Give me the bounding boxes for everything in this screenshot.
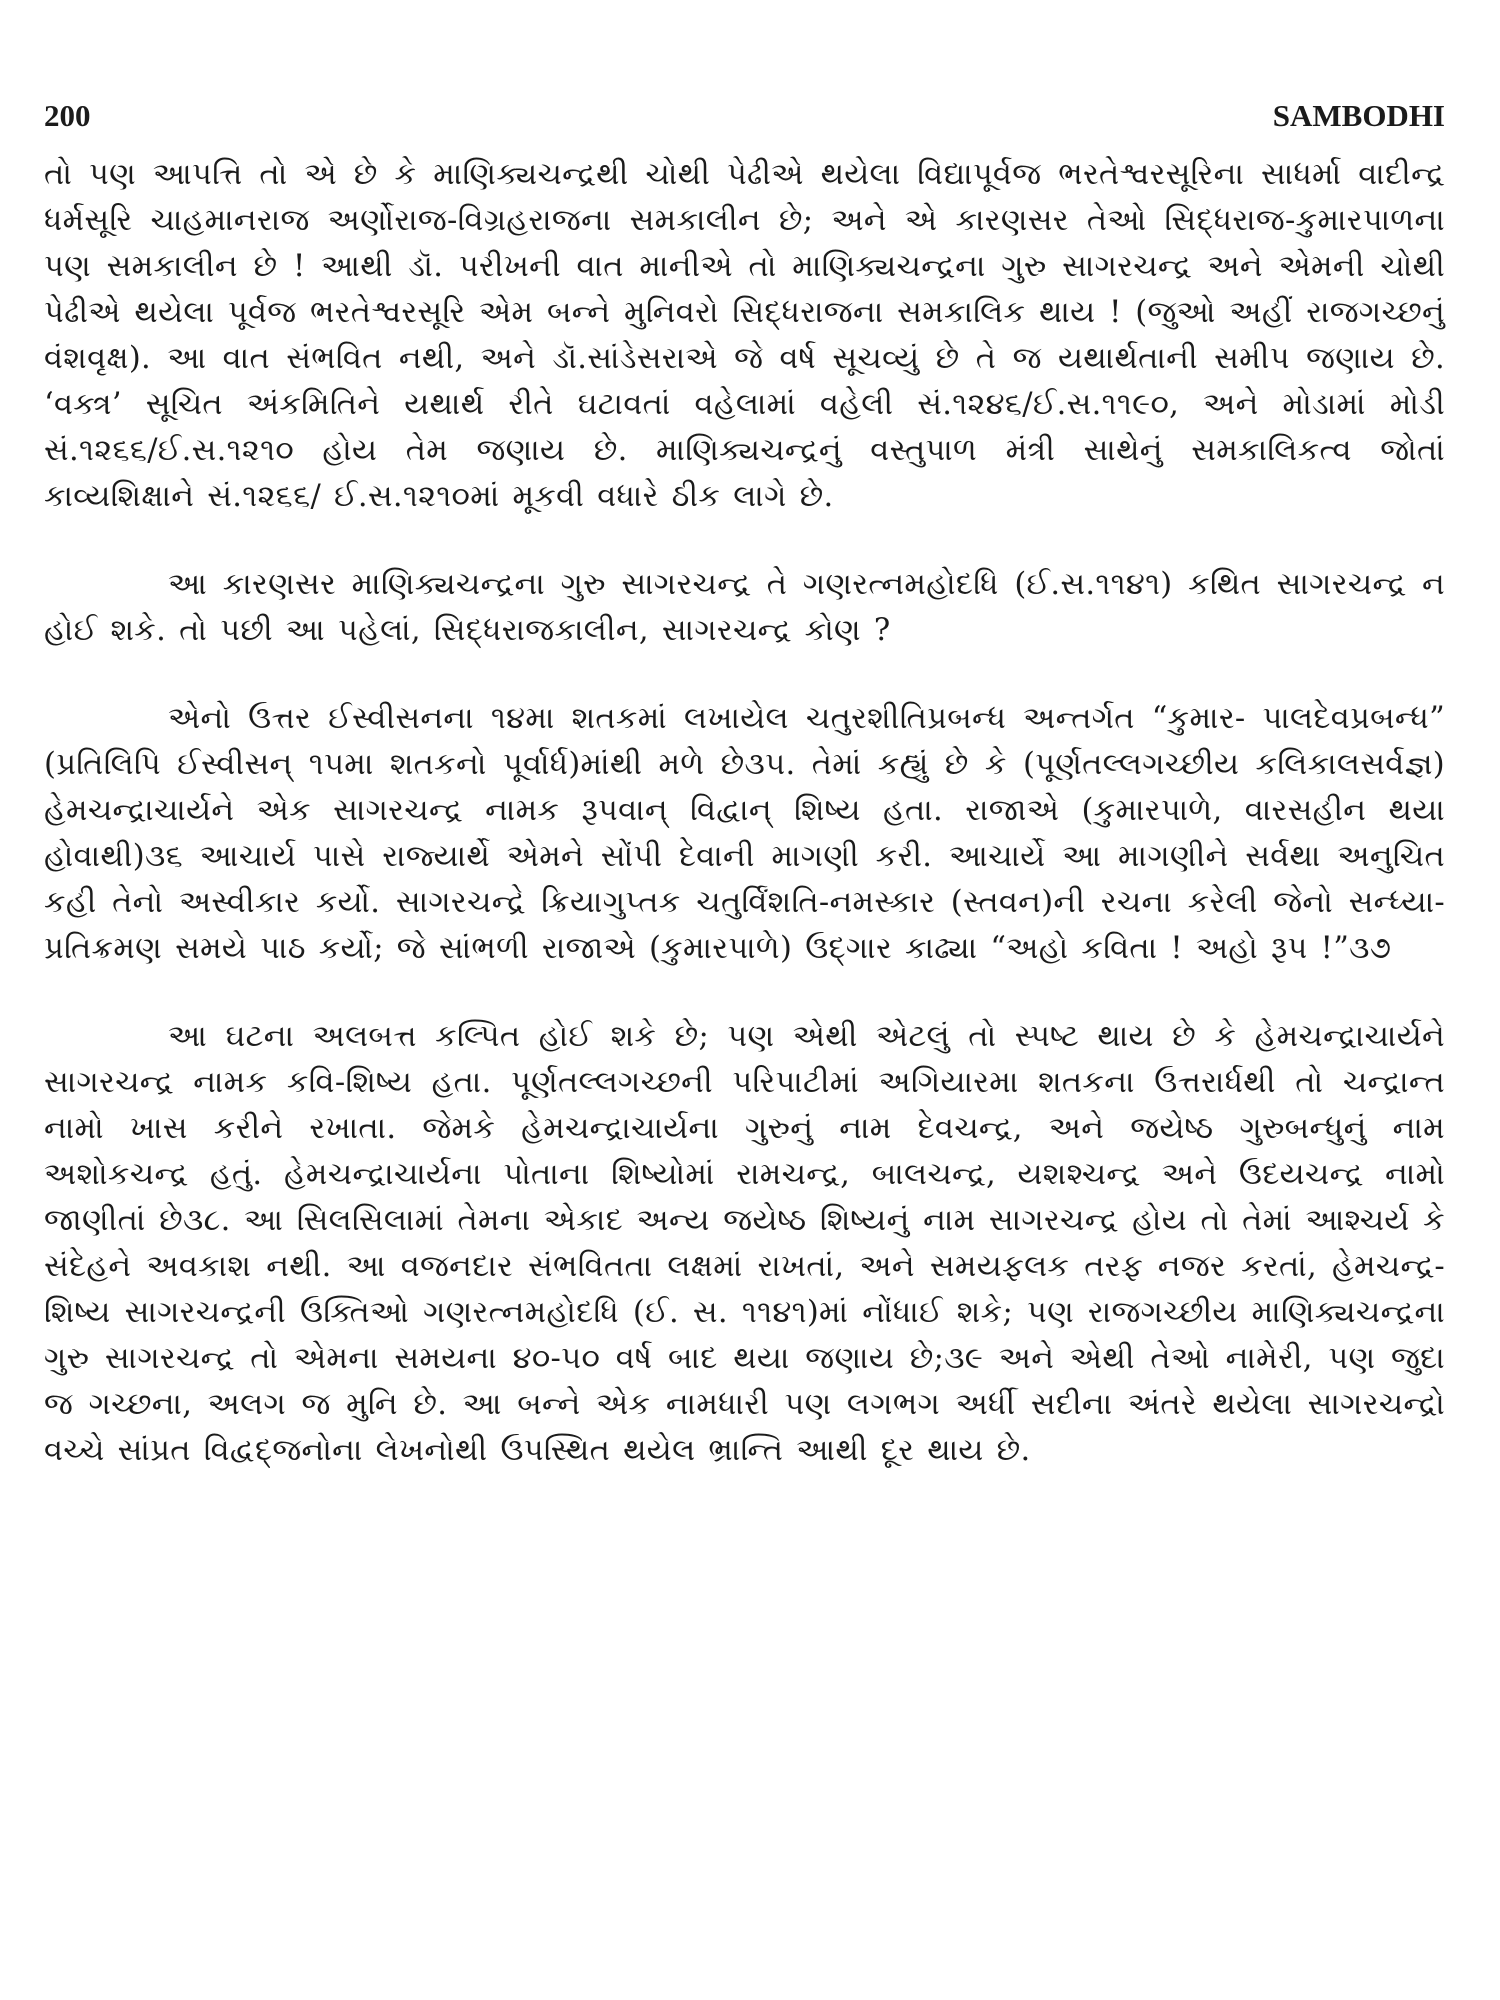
paragraph-4: આ ઘટના અલબત્ત કલ્પિત હોઈ શકે છે; પણ એથી એટલું તો સ્પષ્ટ થાય છે કે હેમચન્દ્રાચાર્યને સાગરચન્દ્ર નામક કવિ-શિષ્ય હતા. પૂર્ણતલ્લગચ્છની પરિપાટીમાં અગિયારમા શતકના ઉત્તરાર્ધથી તો ચન્દ્રાન્ત નામો ખાસ કરીને રખાતા. જેમકે હેમચન્દ્રાચાર્યના ગુરુનું નામ દેવચન્દ્ર, અને જયેષ્ઠ ગુરુબન્ધુનું નામ અશોકચન્દ્ર હતું. હેમચન્દ્રાચાર્યના પોતાના શિષ્યોમાં રામચન્દ્ર, બાલચન્દ્ર, યશશ્ચન્દ્ર અને ઉદયચન્દ્ર નામો જાણીતાં છે૩૮. આ સિલસિલામાં તેમના એકાદ અન્ય જયેષ્ઠ શિષ્યનું નામ સાગરચન્દ્ર હોય તો તેમાં આશ્ચર્ય કે સંદેહને અવકાશ નથી. આ વજનદાર સંભવિતતા લક્ષમાં રાખતાં, અને સમયફલક તરફ નજર કરતાં, હેમચન્દ્ર-શિષ્ય સાગરચન્દ્રની ઉક્તિઓ ગણરત્નમહોદધિ (ઈ. સ. ૧૧૪૧)માં નોંધાઈ શકે; પણ રાજગચ્છીય માણિક્યચન્દ્રના ગુરુ સાગરચન્દ્ર તો એમના સમયના ૪૦-૫૦ વર્ષ બાદ થયા જણાય છે;૩૯ અને એથી તેઓ નામેરી, પણ જુદા જ ગચ્છના, અલગ જ મુનિ છે. આ બન્ને એક નામધારી પણ લગભગ અર્ધી સદીના અંતરે થયેલા સાગરચન્દ્રો વચ્ચે સાંપ્રત વિદ્વદ્જનોના લેખનોથી ઉપસ્થિત થયેલ ભ્રાન્તિ આથી દૂર થાય છે.	[44, 1019, 1445, 1468]
page-number: 200	[44, 98, 91, 133]
paragraph-3: એનો ઉત્તર ઈસ્વીસનના ૧૪મા શતકમાં લખાયેલ ચતુરશીતિપ્રબન્ધ અન્તર્ગત “કુમાર- પાલદેવપ્રબન્ધ” (પ્રતિલિપિ ઈસ્વીસન્ ૧૫મા શતકનો પૂર્વાર્ધ)માંથી મળે છે૩૫. તેમાં કહ્યું છે કે (પૂર્ણતલ્લગચ્છીય કલિકાલસર્વજ્ઞ) હેમચન્દ્રાચાર્યને એક સાગરચન્દ્ર નામક રૂપવાન્ વિદ્વાન્ શિષ્ય હતા. રાજાએ (કુમારપાળે, વારસહીન થયા હોવાથી)૩૬ આચાર્ય પાસે રાજ્યાર્થે એમને સોંપી દેવાની માગણી કરી. આચાર્યે આ માગણીને સર્વથા અનુચિત કહી તેનો અસ્વીકાર કર્યો. સાગરચન્દ્રે ક્રિયાગુપ્તક ચતુર્વિંશતિ-નમસ્કાર (સ્તવન)ની રચના કરેલી જેનો સન્ધ્યા-પ્રતિક્રમણ સમયે પાઠ કર્યો; જે સાંભળી રાજાએ (કુમારપાળે) ઉદ્ગાર કાઢ્યા “અહો કવિતા ! અહો રૂપ !”૩૭	[44, 701, 1445, 966]
paragraph-1: તો પણ આપત્તિ તો એ છે કે માણિક્યચન્દ્રથી ચોથી પેઢીએ થયેલા વિદ્યાપૂર્વજ ભરતેશ્વરસૂરિના સાધર્મા વાદીન્દ્ર ધર્મસૂરિ ચાહમાનરાજ અર્ણોરાજ-વિગ્રહરાજના સમકાલીન છે; અને એ કારણસર તેઓ સિદ્ધરાજ-કુમારપાળના પણ સમકાલીન છે ! આથી ડૉ. પરીખની વાત માનીએ તો માણિક્યચન્દ્રના ગુરુ સાગરચન્દ્ર અને એમની ચોથી પેઢીએ થયેલા પૂર્વજ ભરતેશ્વરસૂરિ એમ બન્ને મુનિવરો સિદ્ધરાજના સમકાલિક થાય ! (જુઓ અહીં રાજગચ્છનું વંશવૃક્ષ). આ વાત સંભવિત નથી, અને ડૉ.સાંડેસરાએ જે વર્ષ સૂચવ્યું છે તે જ યથાર્થતાની સમીપ જણાય છે. ‘વક્ત્ર’ સૂચિત અંકમિતિને યથાર્થ રીતે ઘટાવતાં વહેલામાં વહેલી સં.૧૨૪૬/ઈ.સ.૧૧૯૦, અને મોડામાં મોડી સં.૧૨૬૬/ઈ.સ.૧૨૧૦ હોય તેમ જણાય છે. માણિક્યચન્દ્રનું વસ્તુપાળ મંત્રી સાથેનું સમકાલિકત્વ જોતાં કાવ્યશિક્ષાને સં.૧૨૬૬/ ઈ.સ.૧૨૧૦માં મૂકવી વધારે ઠીક લાગે છે.	[44, 157, 1445, 514]
journal-name: SAMBODHI	[1272, 98, 1445, 133]
paragraph-2: આ કારણસર માણિક્યચન્દ્રના ગુરુ સાગરચન્દ્ર તે ગણરત્નમહોદધિ (ઈ.સ.૧૧૪૧) કથિત સાગરચન્દ્ર ન હોઈ શકે. તો પછી આ પહેલાં, સિદ્ધરાજકાલીન, સાગરચન્દ્ર કોણ ?	[44, 567, 1445, 648]
running-header	[44, 98, 1445, 148]
body-text	[44, 152, 1445, 1474]
